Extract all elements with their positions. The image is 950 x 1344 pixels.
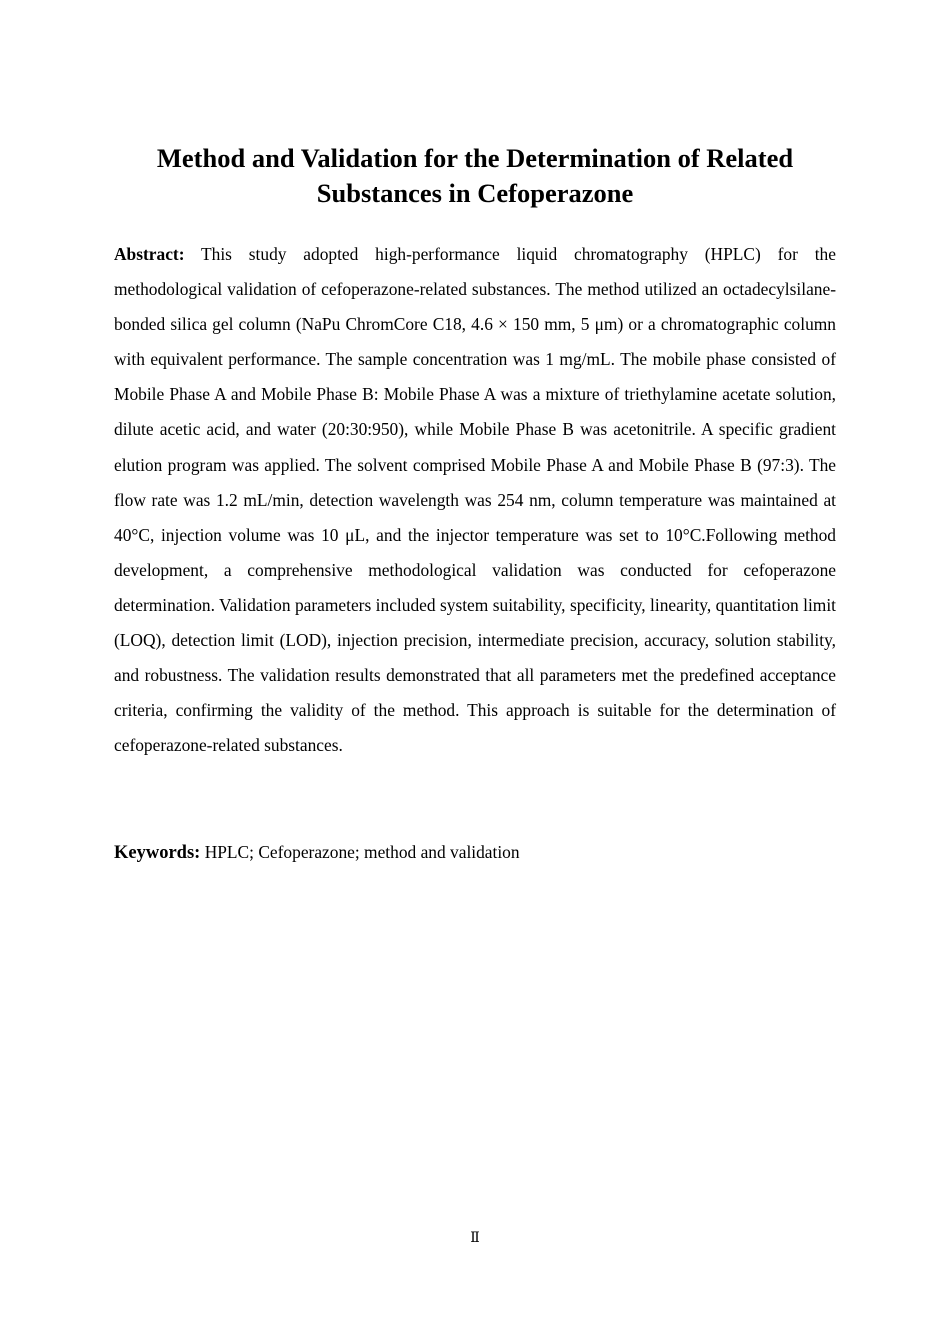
keywords-text: HPLC; Cefoperazone; method and validation	[204, 842, 520, 862]
paper-title: Method and Validation for the Determination of Related Substances in Cefoperazone	[156, 143, 794, 208]
abstract-paragraph	[114, 237, 836, 763]
keywords-line	[114, 835, 836, 871]
abstract-label: Abstract:	[114, 244, 185, 264]
abstract-text: This study adopted high-performance liquid chromatography (HPLC) for the methodological validation of cefoperazone-related substances. The method utilized an octadecylsilane-bonded silica gel column (NaPu ChromCore C18, 4.6 × 150 mm, 5 μm) or a chromatographic column with equivalent performance. The sample concentration was 1 mg/mL. The mobile phase consisted of Mobile Phase A and Mobile Phase B: Mobile Phase A was a mixture of triethylamine acetate solution, dilute acetic acid, and water (20:30:950), while Mobile Phase B was acetonitrile. A specific gradient elution program was applied. The solvent comprised Mobile Phase A and Mobile Phase B (97:3). The flow rate was 1.2 mL/min, detection wavelength was 254 nm, column temperature was maintained at 40°C, injection volume was 10 μL, and the injector temperature was set to 10°C.Following method development, a comprehensive methodological validation was conducted for cefoperazone determination. Validation parameters included system suitability, specificity, linearity, quantitation limit (LOQ), detection limit (LOD), injection precision, intermediate precision, accuracy, solution stability, and robustness. The validation results demonstrated that all parameters met the predefined acceptance criteria, confirming the validity of the method. This approach is suitable for the determination of cefoperazone-related substances.	[114, 244, 836, 756]
keywords-label: Keywords:	[114, 843, 201, 863]
page-number: Ⅱ	[470, 1231, 480, 1246]
